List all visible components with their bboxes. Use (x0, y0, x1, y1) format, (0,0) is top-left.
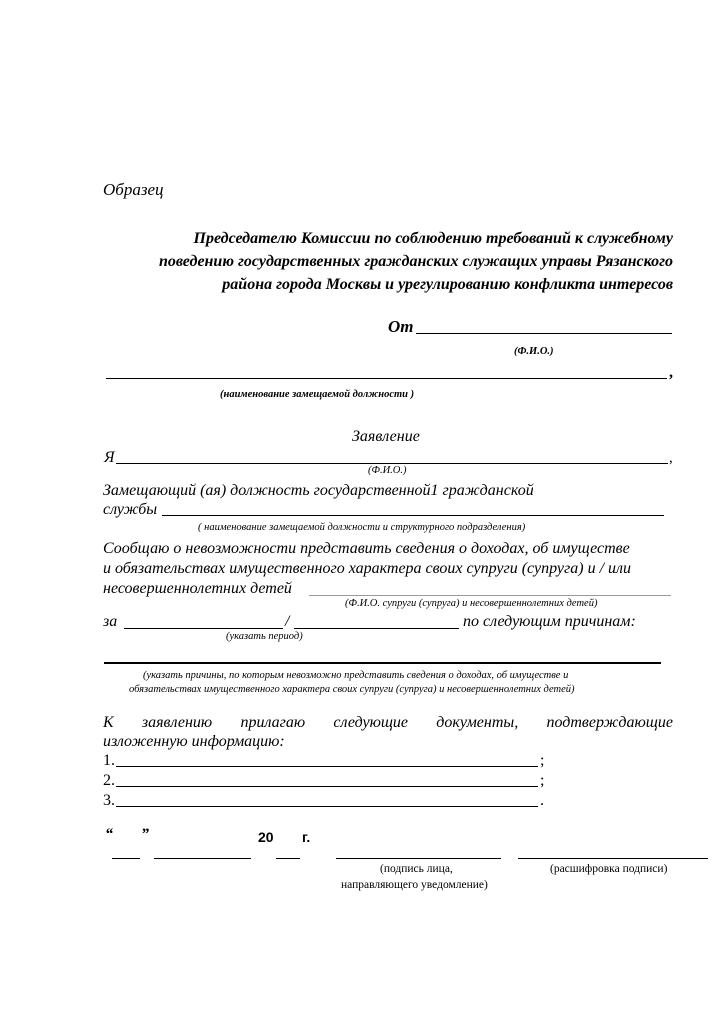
signature-caption-line-2: направляющего уведомление) (341, 879, 488, 891)
statement-position-caption: ( наименование замещаемой должности и структурного подразделения) (198, 522, 526, 533)
signature-decode-caption: (расшифровка подписи) (550, 863, 668, 875)
reasons-caption-line-1: (указать причины, по которым невозможно представить сведения о доходах, об имуществе и (143, 670, 569, 681)
addressee-line-2: поведению государственных гражданских служащих управы Рязанского (158, 253, 673, 270)
attachments-line-1 (103, 714, 673, 732)
statement-position-field-line[interactable] (162, 515, 664, 516)
attachments-word: прилагаю (240, 714, 306, 731)
statement-fio-caption: (Ф.И.О.) (368, 465, 407, 476)
attachment-item-end: ; (540, 772, 545, 789)
from-fio-line[interactable] (416, 333, 672, 334)
statement-ya: Я (104, 449, 115, 466)
addressee-line-1: Председателю Комиссии по соблюдению требований к служебному (193, 230, 673, 247)
sample-label: Образец (103, 180, 164, 199)
date-year-prefix: 20 (258, 829, 274, 845)
statement-ya-comma: , (669, 450, 673, 466)
from-position-comma: , (669, 364, 673, 381)
attachment-item-number: 2. (103, 772, 115, 789)
attachments-word: К (103, 714, 114, 731)
date-open-quote: “ (105, 826, 113, 843)
attachment-item-number: 1. (103, 752, 115, 769)
attachments-word: документы, (436, 714, 519, 731)
attachment-item-line[interactable] (116, 766, 538, 767)
attachment-item-line[interactable] (116, 786, 538, 787)
addressee-line-3: района города Москвы и урегулированию конфликта интересов (222, 276, 673, 293)
from-label: От (388, 317, 414, 336)
statement-position-line-1: Замещающий (ая) должность государственной1 гражданской (103, 482, 534, 499)
document-title: Заявление (352, 428, 420, 445)
period-slash: / (285, 613, 290, 630)
attachment-item-end: . (540, 792, 544, 809)
attachment-item-end: ; (540, 752, 545, 769)
period-prefix: за (103, 613, 118, 630)
attachment-item-line[interactable] (116, 806, 538, 807)
spouse-caption: (Ф.И.О. супруги (супруга) и несовершеннолетних детей) (345, 598, 598, 609)
attachments-line-2: изложенную информацию: (103, 733, 285, 750)
attachment-item-number: 3. (103, 792, 115, 809)
statement-report-line-3: несовершеннолетних детей (103, 580, 292, 597)
period-caption: (указать период) (226, 631, 303, 642)
period-end-line[interactable] (294, 628, 459, 629)
date-day-line[interactable] (112, 858, 140, 859)
from-position-caption: (наименование замещаемой должности ) (220, 389, 415, 400)
date-year-suffix: г. (302, 829, 311, 845)
date-year-line[interactable] (276, 858, 300, 859)
statement-position-line-2: службы (103, 501, 158, 518)
reasons-line[interactable] (104, 662, 661, 664)
from-fio-caption: (Ф.И.О.) (514, 346, 554, 357)
signature-decode-line[interactable] (518, 858, 708, 859)
period-suffix: по следующим причинам: (463, 613, 636, 630)
attachments-word: следующие (333, 714, 409, 731)
from-position-line[interactable] (106, 378, 667, 379)
date-close-quote: ” (141, 826, 149, 843)
signature-caption-line-1: (подпись лица, (380, 863, 453, 875)
reasons-caption-line-2: обязательствах имущественного характера своих супруги (супруга) и несовершеннолетних детей) (129, 684, 575, 695)
spouse-fio-line[interactable] (309, 595, 671, 596)
statement-fio-line[interactable] (116, 463, 668, 464)
date-month-line[interactable] (154, 858, 251, 859)
signature-line[interactable] (336, 858, 501, 859)
period-start-line[interactable] (124, 628, 283, 629)
attachments-word: заявлению (141, 714, 213, 731)
statement-report-line-1: Сообщаю о невозможности представить сведения о доходах, об имуществе (103, 540, 630, 557)
attachments-word: подтверждающие (546, 714, 673, 731)
statement-report-line-2: и обязательствах имущественного характера своих супруги (супруга) и / или (103, 560, 632, 577)
